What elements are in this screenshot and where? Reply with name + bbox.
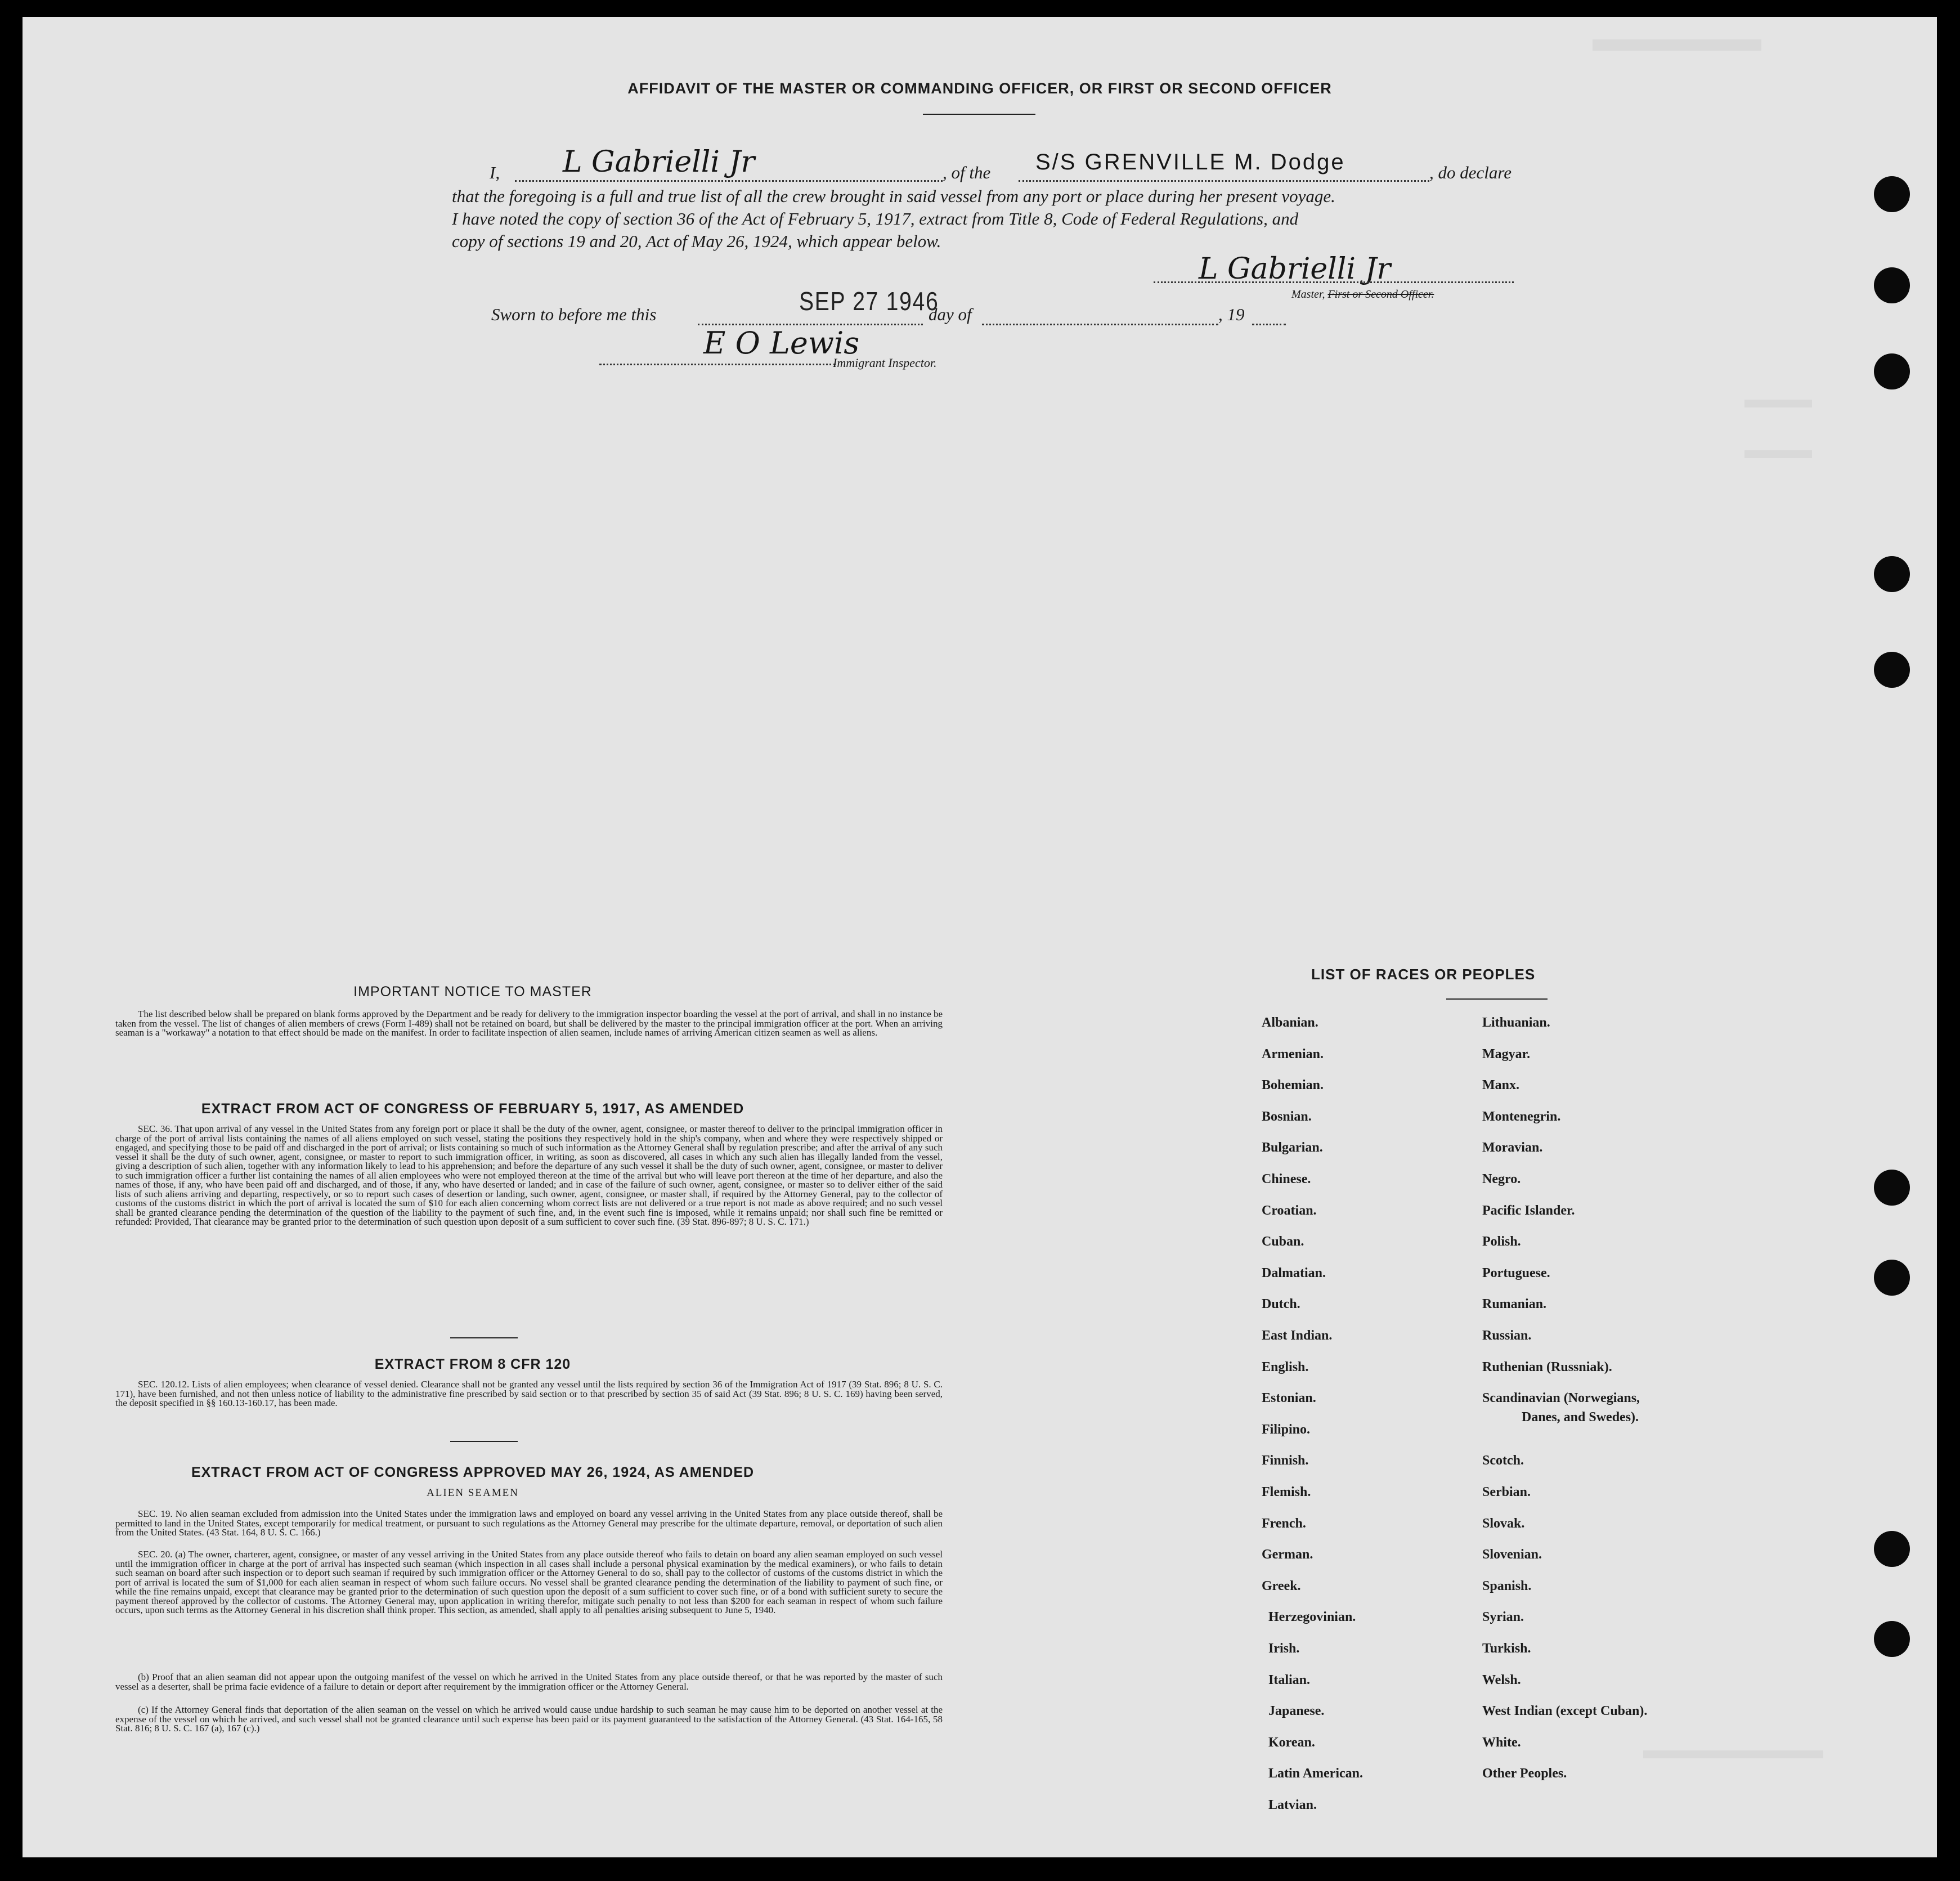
race-item: Slovenian. xyxy=(1482,1547,1542,1562)
punch-hole xyxy=(1874,1531,1910,1567)
sworn-label: Sworn to before me this xyxy=(491,304,657,324)
race-item: Turkish. xyxy=(1482,1641,1531,1656)
race-item: Dalmatian. xyxy=(1262,1265,1326,1280)
alien-seamen-subtitle: ALIEN SEAMEN xyxy=(427,1487,519,1499)
section-divider xyxy=(450,1337,518,1338)
race-item: Herzegovinian. xyxy=(1268,1610,1356,1625)
officer-label-struck: First or Second Officer. xyxy=(1327,288,1434,301)
punch-hole xyxy=(1874,353,1910,389)
race-item: Chinese. xyxy=(1262,1172,1311,1186)
section-divider xyxy=(450,1441,518,1442)
master-caption xyxy=(1291,288,1434,301)
race-item: Armenian. xyxy=(1262,1046,1324,1062)
races-divider xyxy=(1446,998,1548,1000)
of-the-label: , of the xyxy=(943,163,991,182)
sec-19-body: SEC. 19. No alien seaman excluded from admission into the United States under the immigration laws and employed on board any vessel arriving in the United States from any place outside thereof, shall be permitted to land in the United States, except temporarily for medical treatment, or pursuant to such regulations as the Attorney General may prescribe for the ultimate departure, removal, or deportation of such alien from the United States. (43 Stat. 164, 8 U. S. C. 166.) xyxy=(115,1508,943,1538)
race-item: Montenegrin. xyxy=(1482,1109,1561,1124)
master-signature-line xyxy=(1154,265,1514,283)
race-item: Rumanian. xyxy=(1482,1297,1547,1312)
race-item: Lithuanian. xyxy=(1482,1015,1550,1030)
declaration-line-2: that the foregoing is a full and true list of all the crew brought in said vessel from any port or place during her present voyage. xyxy=(452,186,1335,206)
race-item: Italian. xyxy=(1268,1672,1311,1687)
race-item: Latin American. xyxy=(1268,1766,1363,1781)
race-item: German. xyxy=(1262,1547,1313,1562)
race-item: Negro. xyxy=(1482,1172,1521,1186)
race-item: Bulgarian. xyxy=(1262,1140,1323,1156)
race-item: Danes, and Swedes). xyxy=(1522,1410,1639,1425)
race-item: Bosnian. xyxy=(1262,1109,1312,1124)
year-label: , 19 xyxy=(1218,304,1245,324)
bleed-through-mark xyxy=(1744,400,1812,407)
punch-hole xyxy=(1874,267,1910,303)
race-item: French. xyxy=(1262,1516,1306,1531)
race-item: Estonian. xyxy=(1262,1391,1316,1406)
document-sheet xyxy=(23,17,1937,1857)
inspector-signature-line xyxy=(599,348,836,365)
race-item: Finnish. xyxy=(1262,1453,1309,1468)
extract-1924-title: EXTRACT FROM ACT OF CONGRESS APPROVED MAY 26, 1924, AS AMENDED xyxy=(191,1465,755,1480)
vessel-name: S/S GRENVILLE M. Dodge xyxy=(1035,150,1345,174)
races-title: LIST OF RACES OR PEOPLES xyxy=(1311,966,1536,983)
sworn-year-line xyxy=(1252,307,1286,325)
race-item: Flemish. xyxy=(1262,1485,1311,1499)
inspector-caption: Immigrant Inspector. xyxy=(833,356,937,370)
date-stamp: SEP 27 1946 xyxy=(799,286,939,316)
race-item: Other Peoples. xyxy=(1482,1766,1567,1781)
declaration-line-4: copy of sections 19 and 20, Act of May 26, 1924, which appear below. xyxy=(452,231,941,251)
inspector-signature: E O Lewis xyxy=(703,325,860,361)
race-item: Syrian. xyxy=(1482,1610,1524,1625)
sec-20b-body: (b) Proof that an alien seaman did not appear upon the outgoing manifest of the vessel on which he arrived in the United States from any place outside thereof, or that he was reported by the master of such vessel as a deserter, shall be prima facie evidence of a failure to detain or deport after requirement by the immigration officer or the Attorney General. xyxy=(115,1672,943,1692)
race-item: Manx. xyxy=(1482,1078,1519,1093)
race-item: Irish. xyxy=(1268,1641,1300,1656)
extract-cfr-title: EXTRACT FROM 8 CFR 120 xyxy=(374,1356,571,1372)
master-signature: L Gabrielli Jr xyxy=(1199,252,1391,286)
race-item: Moravian. xyxy=(1482,1140,1543,1156)
declaration-line-3: I have noted the copy of section 36 of the Act of February 5, 1917, extract from Title 8, Code of Federal Regulations, and xyxy=(452,209,1299,229)
bleed-through-mark xyxy=(1593,39,1761,51)
punch-hole xyxy=(1874,1621,1910,1657)
race-item: Ruthenian (Russniak). xyxy=(1482,1359,1612,1374)
affidavit-title: AFFIDAVIT OF THE MASTER OR COMMANDING OFFICER, OR FIRST OR SECOND OFFICER xyxy=(627,80,1332,97)
punch-hole xyxy=(1874,652,1910,688)
bleed-through-mark xyxy=(1643,1750,1823,1758)
race-item: West Indian (except Cuban). xyxy=(1482,1704,1648,1719)
punch-hole xyxy=(1874,1170,1910,1206)
punch-hole xyxy=(1874,176,1910,212)
race-item: Magyar. xyxy=(1482,1046,1531,1062)
race-item: Welsh. xyxy=(1482,1672,1521,1687)
notice-title: IMPORTANT NOTICE TO MASTER xyxy=(353,984,592,1000)
sec-20a-body: SEC. 20. (a) The owner, charterer, agent, consignee, or master of any vessel arriving in the United States from any place outside thereof who fails to detain on board any alien seaman employed on such vessel until the immigration officer in charge at the port of arrival has inspected such seaman (which inspection in all cases shall include a personal physical examination by the medical examiners), or who fails to detain such seaman on board after such inspection or to deport such seaman if required by such immigration officer or the Attorney General to do so, shall pay to the collector of customs of the customs district in which the port of arrival is located the sum of $1,000 for each alien seaman in respect of whom such failure occurs. No vessel shall be granted clearance pending the determination of the liability to payment of such fine, or while the fine remains unpaid, except that clearance may be granted prior to the determination of such question upon the deposit of a sum sufficient to cover such fine, or of a bond with sufficient surety to secure the payment thereof approved by the collector of customs. The Attorney General may, upon application in writing therefor, mitigate such penalty to not less than $200 for each seaman in respect of whom such failure occurs, upon such terms as the Attorney General in his discretion shall think proper. This section, as amended, shall apply to all penalties arising subsequent to June 5, 1940. xyxy=(115,1549,943,1615)
race-item: Japanese. xyxy=(1268,1704,1325,1719)
title-divider xyxy=(923,114,1035,115)
race-item: Serbian. xyxy=(1482,1485,1531,1499)
race-item: East Indian. xyxy=(1262,1328,1333,1343)
race-item: Scotch. xyxy=(1482,1453,1524,1468)
extract-1917-body: SEC. 36. That upon arrival of any vessel in the United States from any foreign port or place it shall be the duty of the owner, agent, consignee, or master thereof to deliver to the principal immigration officer in charge of the port of arrival lists containing the names of all aliens employed on such vessel, stating the positions they respectively hold in the ship's company, when and where they were respectively shipped or engaged, and specifying those to be paid off and discharged in the port of arrival; or lists containing so much of such information as the Attorney General shall by regulation prescribe; and after the arrival of any such vessel it shall be the duty of such owner, agent, consignee, or master to report to such immigration officer, in writing, as soon as discovered, all cases in which any such alien has illegally landed from the vessel, giving a description of such alien, together with any information likely to lead to his apprehension; and before the departure of any such vessel it shall be the duty of such owner, agent, consignee, or master to deliver to such immigration officer a further list containing the names of all alien employees who were not employed thereon at the time of the arrival but who will leave port thereon at the time of her departure, and also the names of those, if any, who have been paid off and discharged, and of those, if any, who have deserted or landed; and in case of the failure of such owner, agent, consignee, or master so to deliver either of the said lists of such aliens arriving and departing, respectively, or so to report such cases of desertion or landing, such owner, agent, consignee, or master shall, if required by the Attorney General, pay to the collector of customs of the customs district in which the port of arrival is located the sum of $10 for each alien concerning whom correct lists are not delivered or a true report is not made as above required; and no such vessel shall be granted clearance pending the determination of the question of the liability to the payment of such fine, and, in the event such fine is imposed, while it remains unpaid; nor shall such fine be remitted or refunded: Provided, That clearance may be granted prior to the determination of such question upon deposit of a sum sufficient to cover such fine. (39 Stat. 896-897; 8 U. S. C. 171.) xyxy=(115,1123,943,1227)
race-item: Latvian. xyxy=(1268,1798,1317,1812)
extract-1917-title: EXTRACT FROM ACT OF CONGRESS OF FEBRUARY 5, 1917, AS AMENDED xyxy=(201,1101,744,1117)
race-item: Korean. xyxy=(1268,1735,1315,1750)
punch-hole xyxy=(1874,1260,1910,1296)
race-item: Pacific Islander. xyxy=(1482,1203,1575,1218)
declaration-i: I, xyxy=(490,163,500,182)
race-item: White. xyxy=(1482,1735,1521,1750)
officer-name-signature: L Gabrielli Jr xyxy=(563,145,755,179)
race-item: Polish. xyxy=(1482,1234,1521,1249)
race-item: Albanian. xyxy=(1262,1015,1318,1030)
race-item: Spanish. xyxy=(1482,1578,1532,1593)
race-item: Dutch. xyxy=(1262,1297,1300,1312)
day-of-label: day of xyxy=(929,304,972,324)
sec-20c-body: (c) If the Attorney General finds that deportation of the alien seaman on the vessel on which he arrived would cause undue hardship to such seaman he may cause him to be deported on another vessel at the expense of the vessel on which he arrived, and such vessel shall not be granted clearance until such expense has been paid or its payment guaranteed to the satisfaction of the Attorney General. (43 Stat. 164-165, 58 Stat. 816; 8 U. S. C. 167 (a), 167 (c).) xyxy=(115,1704,943,1734)
race-item: Filipino. xyxy=(1262,1422,1311,1437)
do-declare-label: , do declare xyxy=(1429,163,1512,182)
race-item: Russian. xyxy=(1482,1328,1532,1343)
race-item: Scandinavian (Norwegians, xyxy=(1482,1391,1640,1406)
race-item: Portuguese. xyxy=(1482,1265,1550,1280)
race-item: English. xyxy=(1262,1359,1309,1374)
race-item: Slovak. xyxy=(1482,1516,1525,1531)
master-label: Master, xyxy=(1291,288,1325,301)
race-item: Croatian. xyxy=(1262,1203,1317,1218)
race-item: Cuban. xyxy=(1262,1234,1304,1249)
bleed-through-mark xyxy=(1744,450,1812,458)
race-item: Bohemian. xyxy=(1262,1078,1324,1093)
extract-cfr-body: SEC. 120.12. Lists of alien employees; when clearance of vessel denied. Clearance shall not be granted any vessel until the lists required by section 36 of the Immigration Act of 1917 (39 Stat. 896; 8 U. S. C. 171), have been furnished, and not then unless notice of liability to the administrative fine prescribed by said section or to that prescribed by section 35 of said Act (39 Stat. 896; 8 U. S. C. 169) having been served, the deposit specified in §§ 160.13-160.17, has been made. xyxy=(115,1379,943,1408)
notice-body: The list described below shall be prepared on blank forms approved by the Department and be ready for delivery to the immigration inspector boarding the vessel at the port of arrival, and shall in no instance be taken from the vessel. The list of changes of alien members of crews (Form I-489) shall not be retained on board, but shall be delivered by the master to the principal immigration officer at the port. When an arriving seaman is a "workaway" a notation to that effect should be made on the manifest. In order to facilitate inspection of alien seamen, include names of arriving American citizen seamen as well as aliens. xyxy=(115,1009,943,1038)
race-item: Greek. xyxy=(1262,1578,1301,1593)
sworn-month-line xyxy=(982,307,1218,325)
punch-hole xyxy=(1874,556,1910,592)
